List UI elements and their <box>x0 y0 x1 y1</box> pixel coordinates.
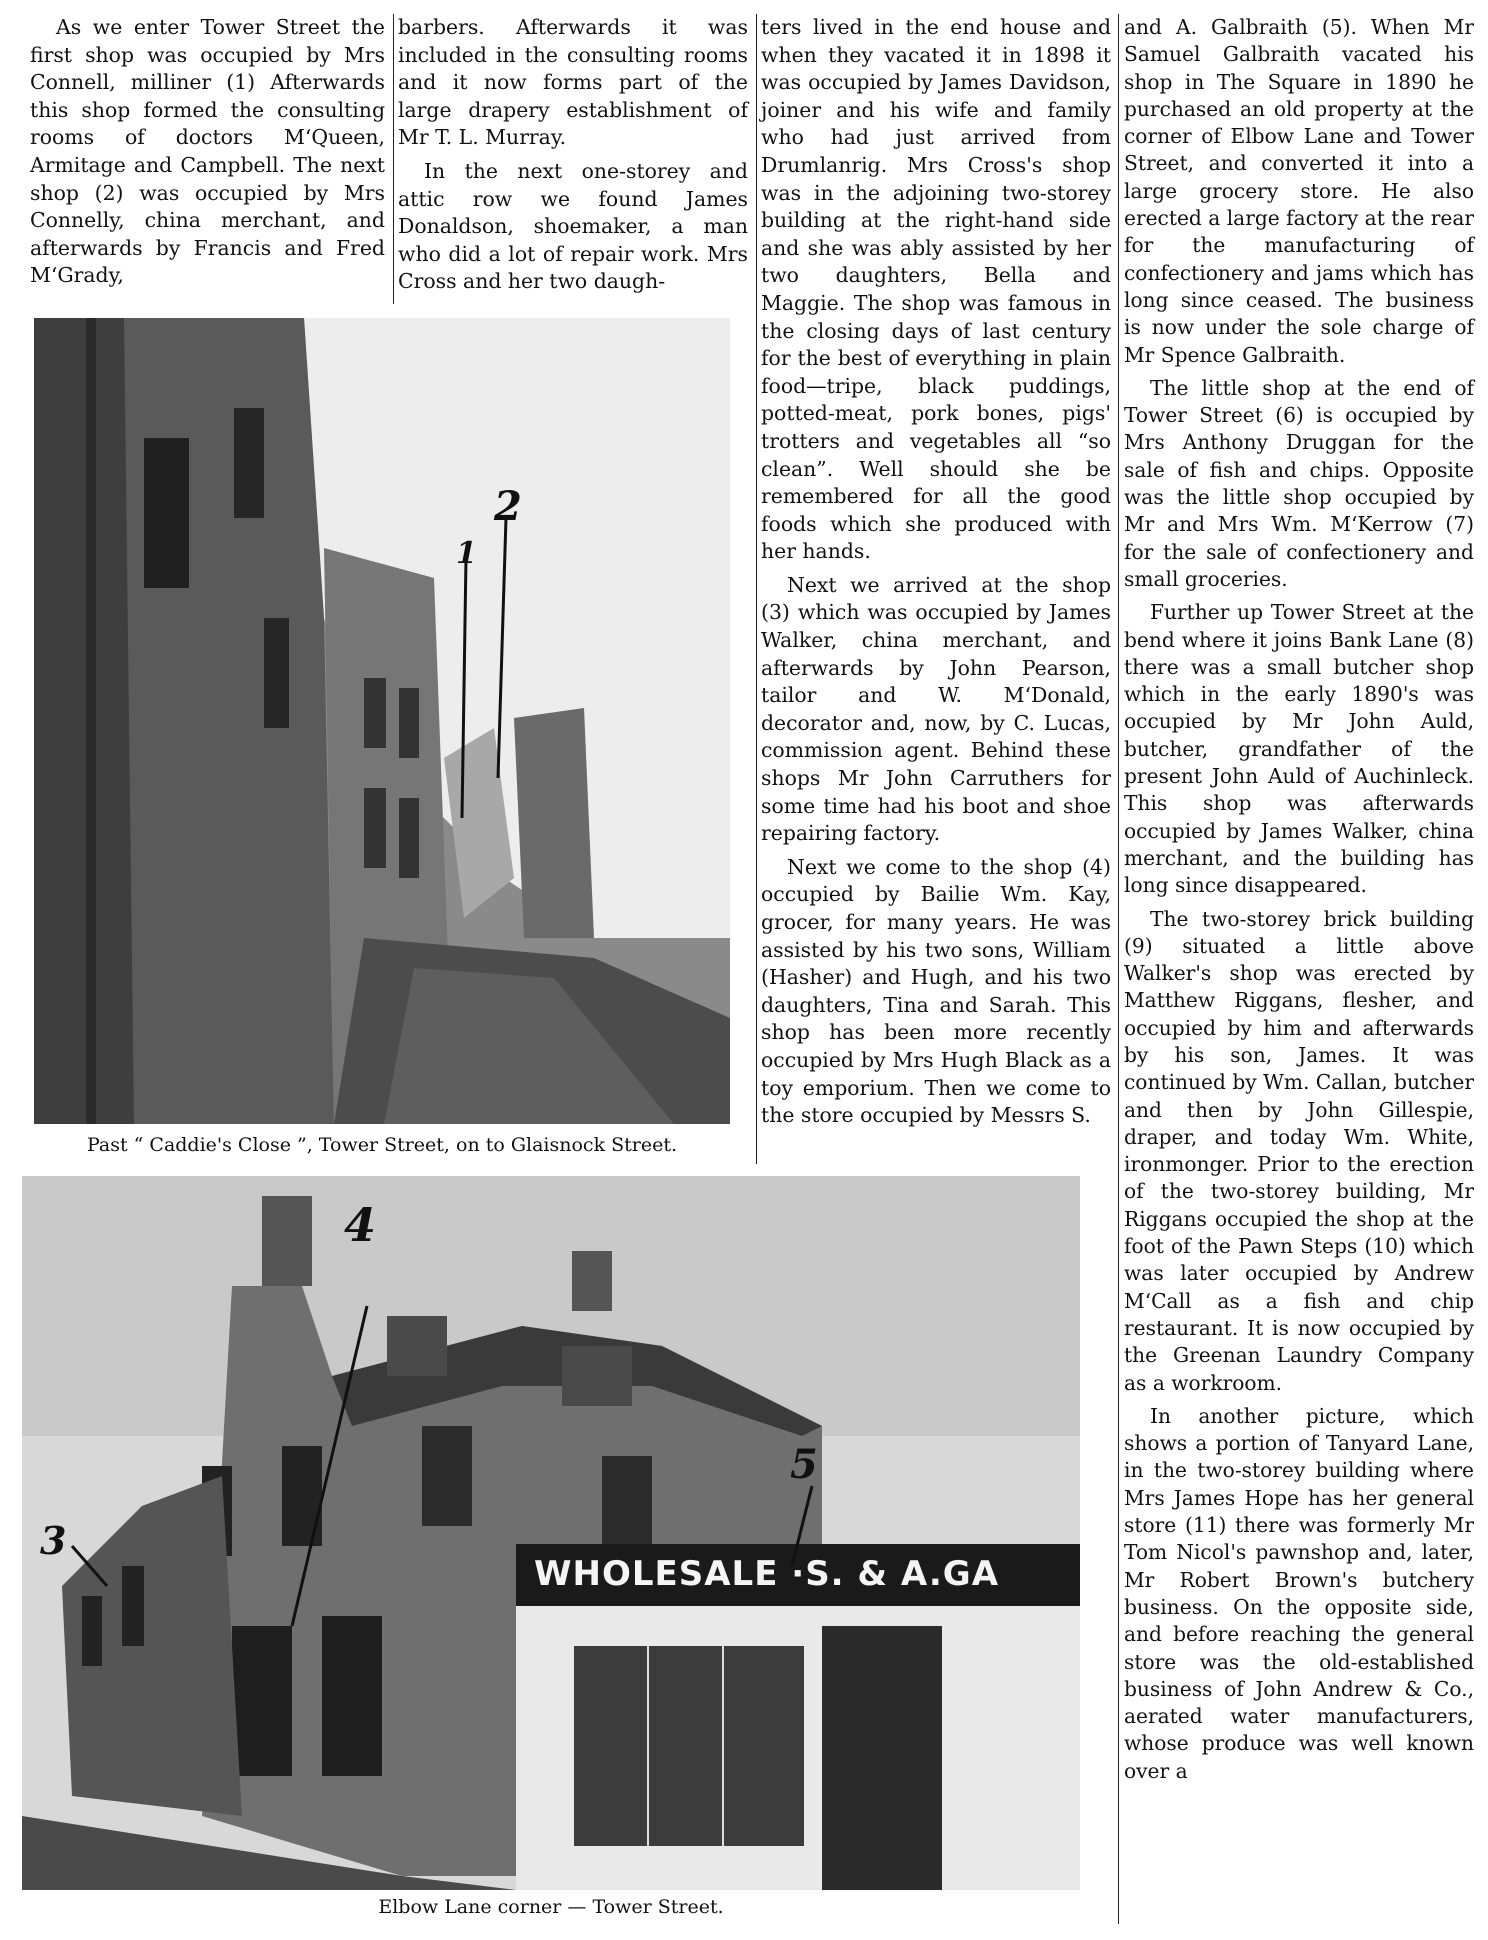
column-rule <box>1118 14 1119 1924</box>
photo-caption-top: Past “ Caddie's Close ”, Tower Street, on to Glaisnock Street. <box>86 1134 678 1156</box>
paragraph: The two-storey brick building (9) situated a little above Walker's shop was erected by Matthew Riggans, flesher, and occupied by him and afterwards by his son, James. It was continued by Wm. Callan, butcher and then by John Gillespie, draper, and today Wm. White, ironmonger. Prior to the erection of the two-storey building, Mr Riggans occupied the shop at the foot of the Pawn Steps (10) which was later occupied by Andrew M‘Call as a fish and chip restaurant. It is now occupied by the Greenan Laundry Company as a workroom. <box>1124 906 1474 1395</box>
photo-caption-bottom: Elbow Lane corner — Tower Street. <box>378 1896 724 1918</box>
photo-caddies-close <box>34 318 730 1124</box>
text-column-2 <box>398 14 748 302</box>
paragraph: In the next one-storey and attic row we found James Donaldson, shoemaker, a man who did a lot of repair work. Mrs Cross and her two daugh- <box>398 158 748 294</box>
text-column-4 <box>1124 14 1474 1791</box>
paragraph: and A. Galbraith (5). When Mr Samuel Galbraith vacated his shop in The Square in 1890 he purchased an old property at the corner of Elbow Lane and Tower Street, and converted it into a large grocery store. He also erected a large factory at the rear for the manufacturing of confectionery and jams which has long since ceased. The business is now under the sole charge of Mr Spence Galbraith. <box>1124 15 1475 367</box>
text-column-1 <box>30 14 385 296</box>
paragraph: barbers. Afterwards it was included in the consulting rooms and it now forms part of the large drapery establishment of Mr T. L. Murray. <box>398 15 748 150</box>
column-rule <box>393 14 394 304</box>
paragraph: The little shop at the end of Tower Street (6) is occupied by Mrs Anthony Druggan for the sale of fish and chips. Opposite was the little shop occupied by Mr and Mrs Wm. M‘Kerrow (7) for the sale of confectionery and small groceries. <box>1124 375 1474 591</box>
paragraph: ters lived in the end house and when they vacated it in 1898 it was occupied by James Davidson, joiner and his wife and family who had just arrived from Drumlanrig. Mrs Cross's shop was in the adjoining two-storey building at the right-hand side and she was ably assisted by her two daughters, Bella and Maggie. The shop was famous in the closing days of last century for the best of everything in plain food—tripe, black puddings, potted-meat, pork bones, pigs' trotters and vegetables all “so clean”. Well should she be remembered for all the good foods which she produced with her hands. <box>761 15 1111 564</box>
street-photo-illustration <box>34 318 730 1124</box>
column-rule <box>756 14 757 1164</box>
photo-marker-1: 1 <box>456 536 477 571</box>
paragraph: As we enter Tower Street the first shop was occupied by Mrs Connell, milliner (1) Afterwards this shop formed the consulting rooms of doctors M‘Queen, Armitage and Campbell. The next shop (2) was occupied by Mrs Connelly, china merchant, and afterwards by Francis and Fred M‘Grady, <box>30 15 385 288</box>
corner-photo-illustration <box>22 1176 1080 1890</box>
paragraph: Next we arrived at the shop (3) which was occupied by James Walker, china merchant, and afterwards by John Pearson, tailor and W. M‘Donald, decorator and, now, by C. Lucas, commission agent. Behind these shops Mr John Carruthers for some time had his boot and shoe repairing factory. <box>761 572 1111 846</box>
photo-marker-3: 3 <box>40 1518 67 1563</box>
photo-elbow-lane-corner <box>22 1176 1080 1890</box>
text-column-3 <box>761 14 1111 1136</box>
paragraph: Next we come to the shop (4) occupied by Bailie Wm. Kay, grocer, for many years. He was assisted by his two sons, William (Hasher) and Hugh, and his two daughters, Tina and Sarah. This shop has been more recently occupied by Mrs Hugh Black as a toy emporium. Then we come to the store occupied by Messrs S. <box>761 854 1111 1128</box>
paragraph: Further up Tower Street at the bend where it joins Bank Lane (8) there was a small butcher shop which in the early 1890's was occupied by Mr John Auld, butcher, grandfather of the present John Auld of Auchinleck. This shop was afterwards occupied by James Walker, china merchant, and the building has long since disappeared. <box>1124 600 1474 898</box>
paragraph: In another picture, which shows a portion of Tanyard Lane, in the two-storey building where Mrs James Hope has her general store (11) there was formerly Mr Tom Nicol's pawnshop and, later, Mr Robert Brown's butchery business. On the opposite side, and before reaching the general store was the old-established business of John Andrew & Co., aerated water manufacturers, whose produce was well known over a <box>1124 1403 1474 1783</box>
photo-marker-2: 2 <box>494 483 522 530</box>
shop-sign-text: WHOLESALE ·S. & A.GA <box>534 1554 1000 1594</box>
photo-marker-4: 4 <box>344 1198 377 1252</box>
photo-marker-5: 5 <box>790 1441 818 1488</box>
